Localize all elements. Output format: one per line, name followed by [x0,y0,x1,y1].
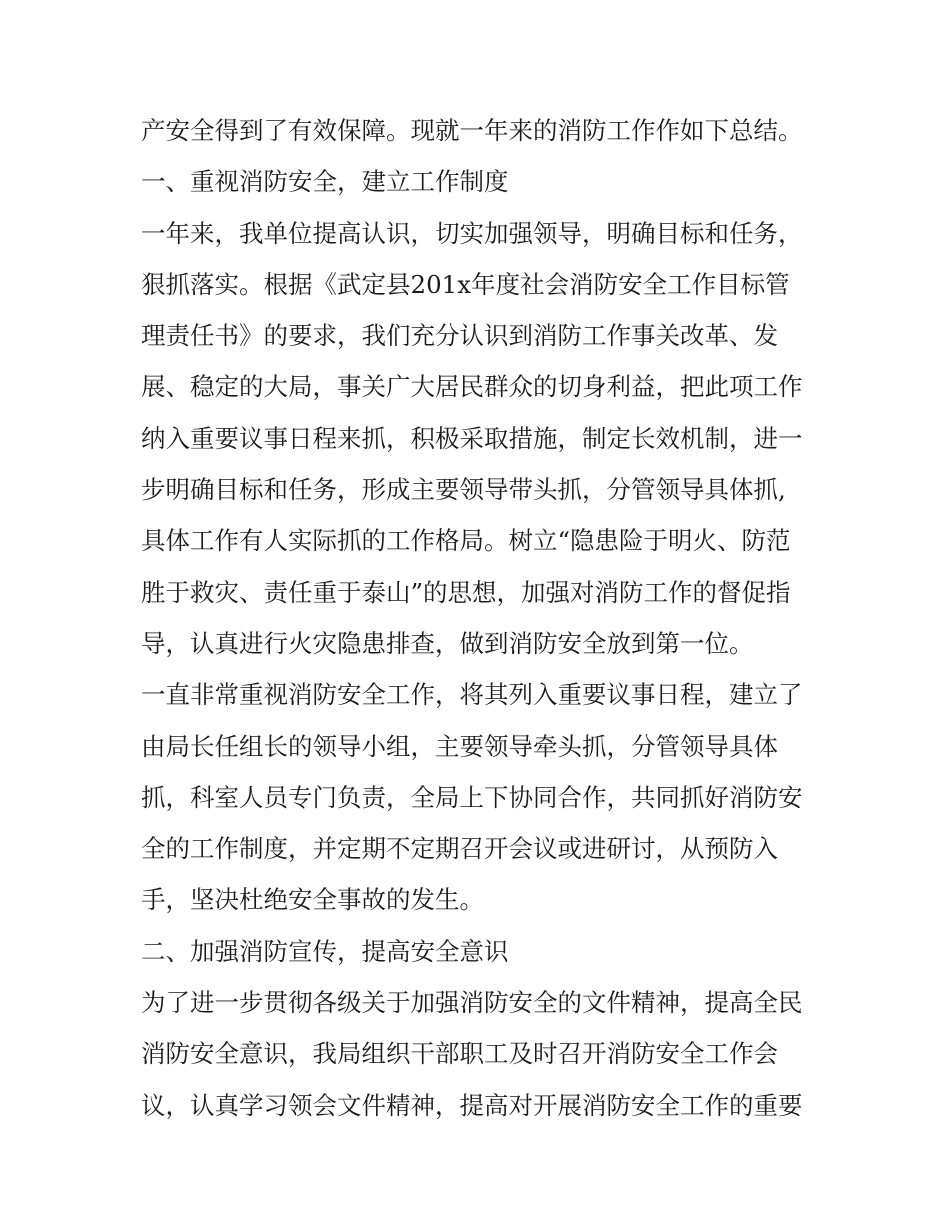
text-line: 理责任书》的要求，我们充分认识到消防工作事关改革、发 [141,321,778,351]
text-line: 胜于救灾、责任重于泰山”的思想，加强对消防工作的督促指 [141,577,791,607]
text-line: 具体工作有人实际抓的工作格局。树立“隐患险于明火、防范 [141,526,791,556]
text-line: 展、稳定的大局，事关广大居民群众的切身利益，把此项工作 [141,372,803,402]
text-line: 产安全得到了有效保障。现就一年来的消防工作作如下总结。 [141,116,803,145]
text-line: 导，认真进行火灾隐患排查，做到消防安全放到第一位。 [141,628,754,658]
document-body [141,105,821,1131]
text-line: 一直非常重视消防安全工作，将其列入重要议事日程，建立了 [141,680,803,710]
text-line: 一年来，我单位提高认识，切实加强领导，明确目标和任务， [141,218,803,248]
text-line: 议，认真学习领会文件精神，提高对开展消防安全工作的重要 [141,1090,803,1120]
text-line: 为了进一步贯彻各级关于加强消防安全的文件精神，提高全民 [141,988,803,1018]
text-line: 抓，科室人员专门负责，全局上下协同合作，共同抓好消防安 [141,782,803,812]
text-line: 纳入重要议事日程来抓，积极采取措施，制定长效机制，进一 [141,423,803,453]
text-line: 全的工作制度，并定期不定期召开会议或进研讨，从预防入 [141,834,778,864]
text-line: 消防安全意识，我局组织干部职工及时召开消防安全工作会 [141,1039,778,1069]
text-line: 步明确目标和任务，形成主要领导带头抓，分管领导具体抓, [141,475,786,505]
text-line: 由局长任组长的领导小组，主要领导牵头抓，分管领导具体 [141,731,778,761]
text-line: 狠抓落实。根据《武定县201x年度社会消防安全工作目标管 [141,269,790,299]
text-line: 手，坚决杜绝安全事故的发生。 [141,885,484,915]
section-heading: 二、加强消防宣传，提高安全意识 [141,936,509,966]
section-heading: 一、重视消防安全，建立工作制度 [141,167,509,197]
